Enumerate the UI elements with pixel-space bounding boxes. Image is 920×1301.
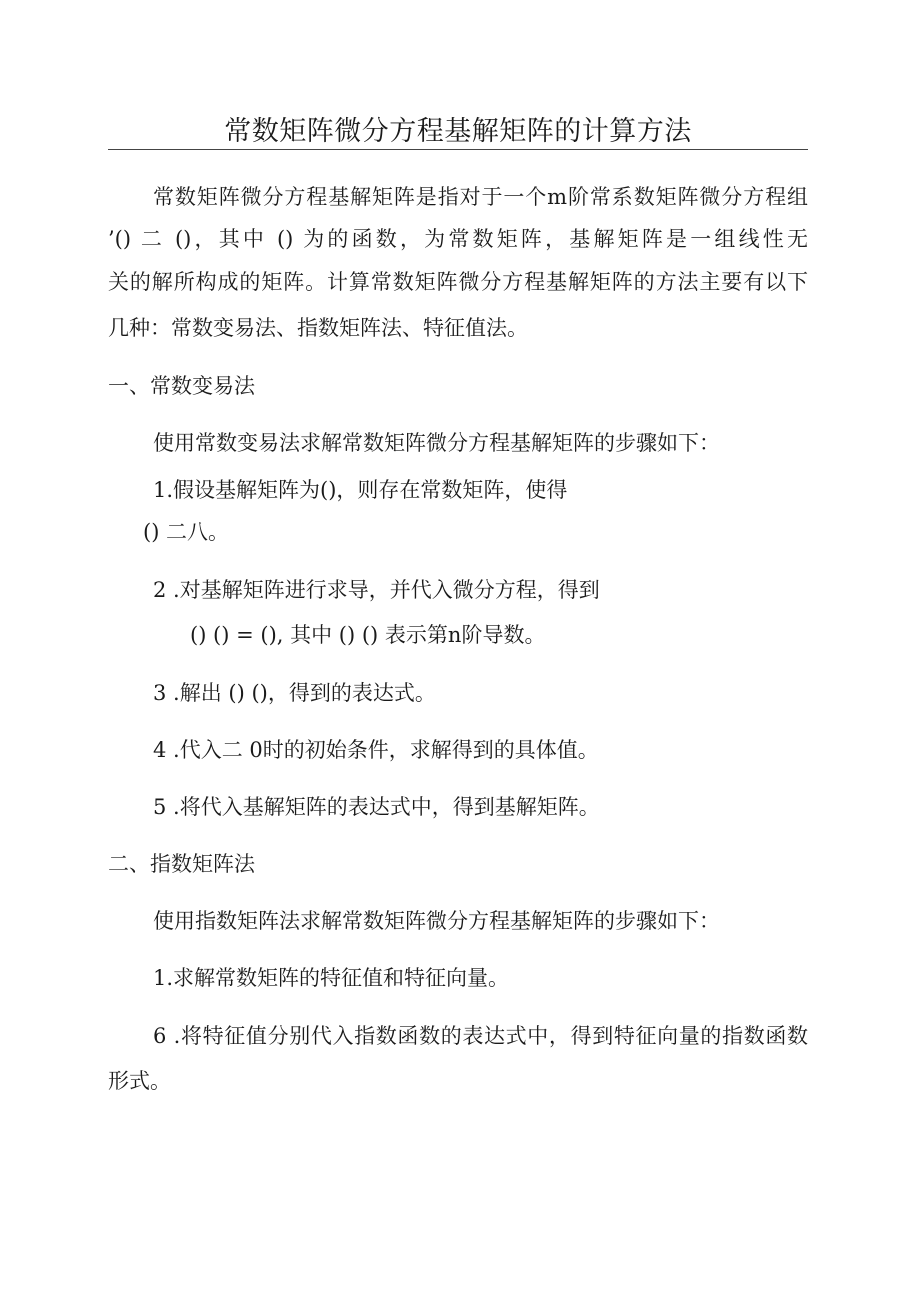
section2-step6-line1: 6 .将特征值分别代入指数函数的表达式中，得到特征向量的指数函数 [153,1024,808,1048]
title-divider [108,149,808,150]
section1-step1-line2: () 二八。 [143,520,230,544]
section1-step2-line2: () () = (), 其中 () () 表示第n阶导数。 [190,623,546,647]
section2-step1: 1.求解常数矩阵的特征值和特征向量。 [153,966,510,990]
intro-line-3: 关的解所构成的矩阵。计算常数矩阵微分方程基解矩阵的方法主要有以下 [108,270,808,294]
section2-intro: 使用指数矩阵法求解常数矩阵微分方程基解矩阵的步骤如下： [153,909,720,933]
section1-step4: 4 .代入二 0时的初始条件，求解得到的具体值。 [153,738,599,762]
intro-line-1: 常数矩阵微分方程基解矩阵是指对于一个m阶常系数矩阵微分方程组 [153,185,808,209]
section1-intro: 使用常数变易法求解常数矩阵微分方程基解矩阵的步骤如下： [153,431,720,455]
section-heading-exponential-matrix: 二、指数矩阵法 [108,852,255,876]
section-heading-variation-of-constants: 一、常数变易法 [108,374,255,398]
section1-step2-line1: 2 .对基解矩阵进行求导，并代入微分方程，得到 [153,578,600,602]
page-title: 常数矩阵微分方程基解矩阵的计算方法 [224,116,692,147]
section1-step3: 3 .解出 () ()，得到的表达式。 [153,681,436,705]
section1-step5: 5 .将代入基解矩阵的表达式中，得到基解矩阵。 [153,795,600,819]
section2-step6-line2: 形式。 [108,1069,171,1093]
section1-step1-line1: 1.假设基解矩阵为()，则存在常数矩阵，使得 [153,478,568,502]
intro-line-4: 几种：常数变易法、指数矩阵法、特征值法。 [108,316,528,340]
intro-line-2: ’() 二 ()，其中 () 为的函数，为常数矩阵，基解矩阵是一组线性无 [108,227,808,251]
